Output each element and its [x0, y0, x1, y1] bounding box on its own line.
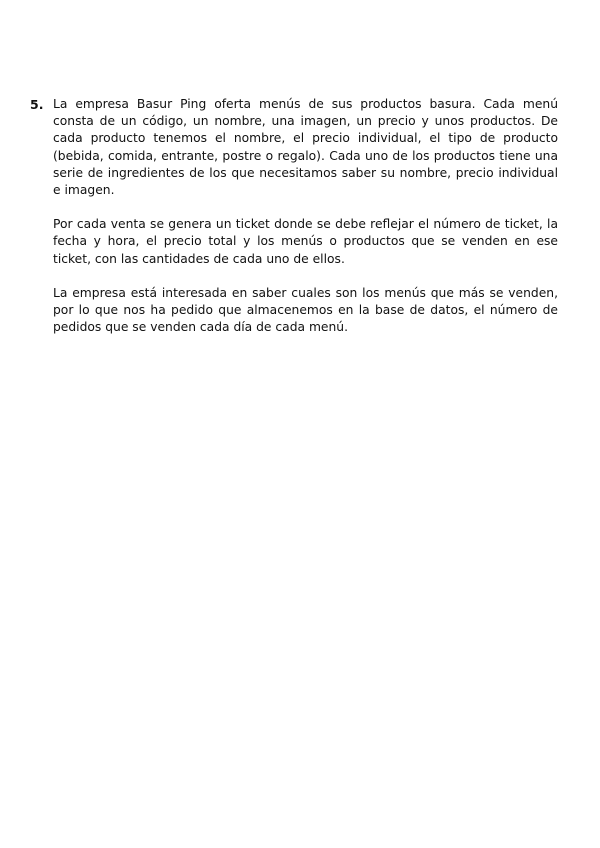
exercise-5	[30, 96, 558, 353]
exercise-body	[53, 96, 558, 336]
paragraph-sales-stats: La empresa está interesada en saber cuales son los menús que más se venden, por lo que nos ha pedido que almacenemos en la base de datos, el número de pedidos que se venden cada día de cada menú.	[53, 285, 558, 335]
exercise-number: 5.	[30, 97, 44, 112]
paragraph-ticket-description: Por cada venta se genera un ticket donde se debe reflejar el número de ticket, la fecha y hora, el precio total y los menús o productos que se venden en ese ticket, con las cantidades de cada uno de ellos.	[53, 217, 558, 266]
paragraph-menu-description: La empresa Basur Ping oferta menús de sus productos basura. Cada menú consta de un código, un nombre, una imagen, un precio y unos productos. De cada producto tenemos el nombre, el precio individual, el tipo de producto (bebida, comida, entrante, postre o regalo). Cada uno de los productos tiene una serie de ingredientes de los que necesitamos saber su nombre, precio individual e imagen.	[53, 97, 558, 198]
